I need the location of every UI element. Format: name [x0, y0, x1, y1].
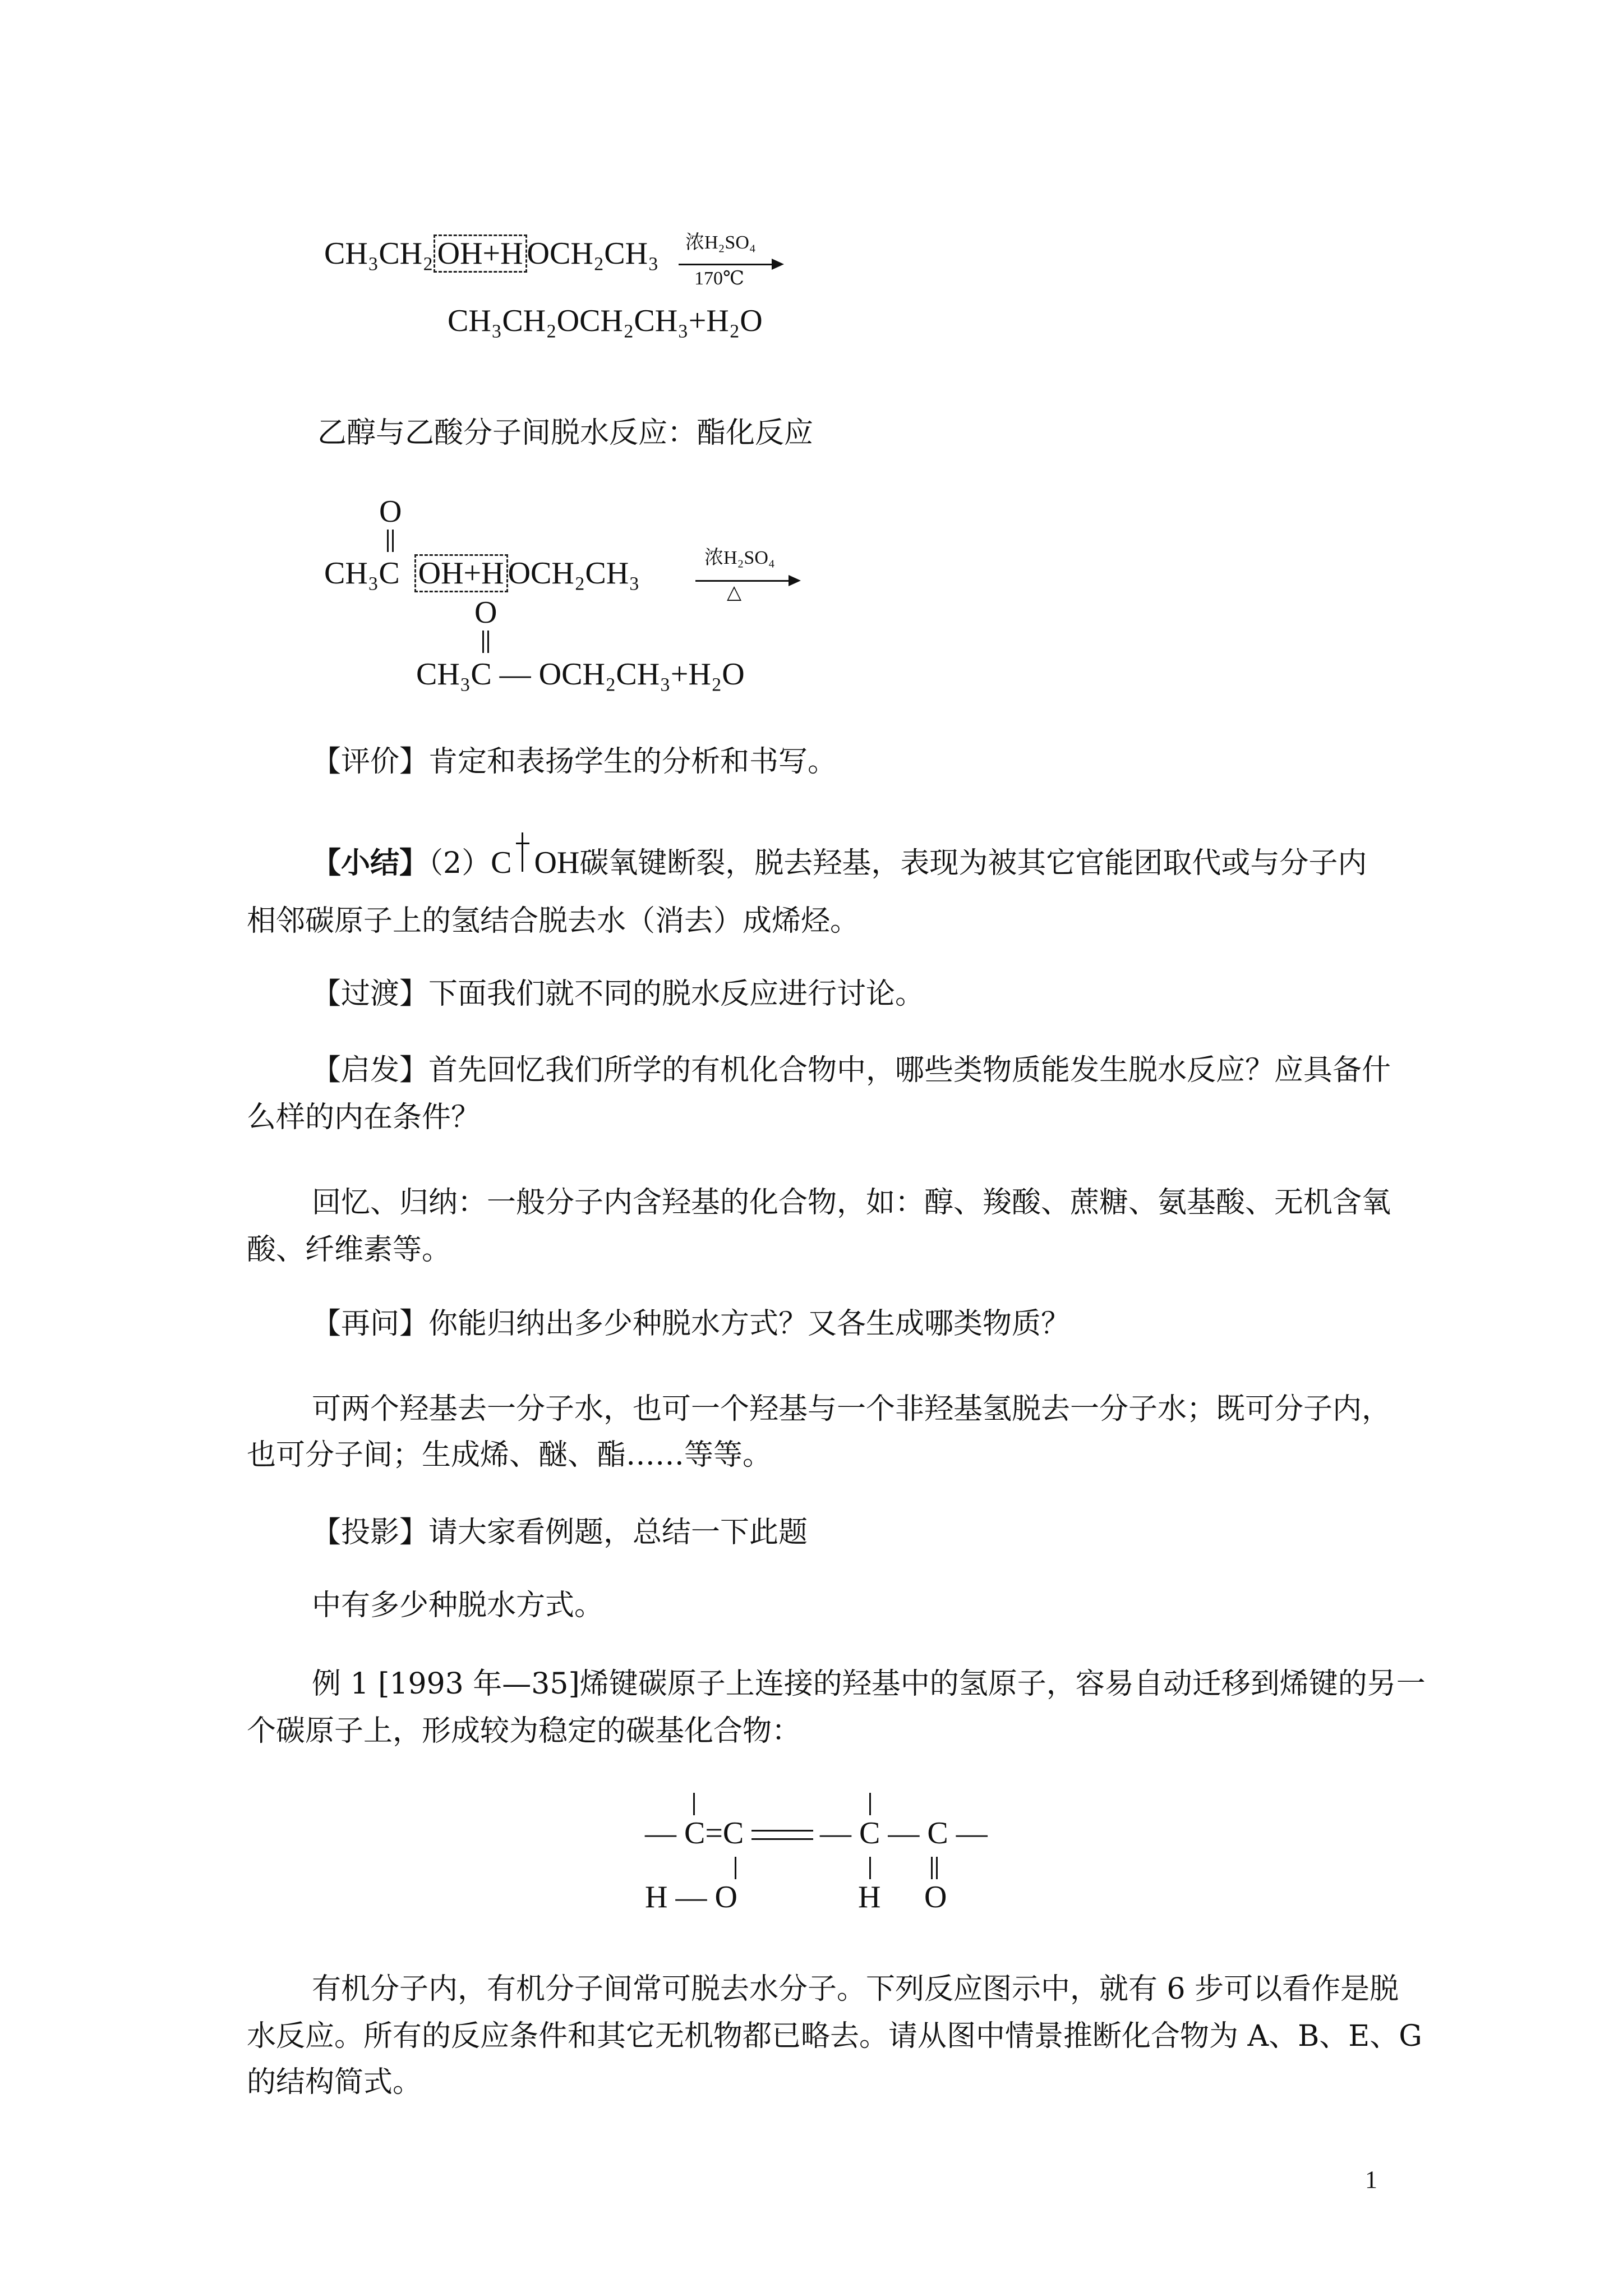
summary-tag: 【小结】 — [312, 846, 429, 880]
rxn1-box: OH+H — [434, 234, 527, 273]
answer-line-2: 也可分子间；生成烯、醚、酯……等等。 — [247, 1438, 772, 1472]
summary-oh: OH — [534, 845, 580, 880]
struct-h-o: H — O — [645, 1880, 737, 1915]
summary-num: （2） — [428, 846, 491, 880]
projection — [312, 1515, 808, 1550]
summary-line1: 碳氧键断裂，脱去羟基，表现为被其它官能团取代或与分子内 — [579, 846, 1367, 880]
struct-bond-top-right — [869, 1793, 871, 1815]
inspire-tag: 【启发】 — [312, 1053, 429, 1087]
transition-tag: 【过渡】 — [312, 977, 429, 1011]
rxn2-arrow — [695, 580, 791, 582]
recall-line-1: 回忆、归纳：一般分子内含羟基的化合物，如：醇、羧酸、蔗糖、氨基酸、无机含氧 — [312, 1186, 1391, 1220]
rxn2-arrow-head — [789, 575, 801, 586]
final-line-2: 水反应。所有的反应条件和其它无机物都已略去。请从图中情景推断化合物为 A、B、E、G — [247, 2019, 1422, 2053]
page-number: 1 — [1365, 2166, 1377, 2193]
struct-bond-co — [931, 1857, 938, 1879]
evaluation-text: 肯定和表扬学生的分析和书写。 — [428, 745, 837, 779]
struct-bond-top-left — [693, 1793, 695, 1815]
struct-o: O — [924, 1880, 947, 1915]
rxn2-prod-right: OCH₂CH₃+H₂O — [538, 657, 745, 692]
rxn2-box: OH+H — [414, 554, 508, 592]
rxn2-prod-bond: — — [499, 657, 531, 692]
inspire-line-2: 么样的内在条件？ — [247, 1101, 481, 1134]
rxn2-prod-left: CH₃C — [416, 657, 492, 692]
summary-c: C — [491, 845, 512, 880]
rxn2-o-top: O — [379, 494, 402, 529]
inspire-line-1 — [312, 1052, 1391, 1088]
paragraph-dehydration-ways: 中有多少种脱水方式。 — [312, 1589, 604, 1622]
transition — [312, 976, 924, 1012]
rxn1-reactants — [324, 236, 659, 272]
rxn1-cond-top: 浓H₂SO₄ — [685, 232, 756, 253]
rxn2-prod-double-bond — [482, 631, 489, 653]
struct-h: H — [858, 1880, 881, 1915]
rxn1-product: CH₃CH₂OCH₂CH₃+H₂O — [448, 303, 763, 338]
struct-left-main: — C=C — [645, 1816, 744, 1851]
summary-line-2: 相邻碳原子上的氢结合脱去水（消去）成烯烃。 — [247, 904, 860, 938]
struct-bond-o — [735, 1857, 736, 1879]
rxn2-reactants — [324, 555, 640, 591]
paragraph-esterification: 乙醇与乙酸分子间脱水反应：酯化反应 — [317, 416, 814, 450]
rxn2-o-prod: O — [474, 595, 497, 630]
rxn1-arrow — [679, 264, 774, 265]
inspire-text-1: 首先回忆我们所学的有机化合物中，哪些类物质能发生脱水反应？应具备什 — [428, 1053, 1391, 1087]
rxn2-right: OCH₂CH₃ — [508, 556, 640, 591]
reask-tag: 【再问】 — [312, 1307, 429, 1341]
struct-bond-h — [869, 1857, 871, 1879]
rxn1-arrow-head — [772, 259, 784, 270]
rxn1-cond-bottom: 170℃ — [694, 268, 745, 289]
summary-line-1 — [312, 845, 1367, 881]
rxn2-cond-top: 浓H₂SO₄ — [704, 547, 775, 568]
recall-line-2: 酸、纤维素等。 — [247, 1233, 451, 1267]
evaluation — [312, 744, 837, 780]
rxn2-product — [416, 656, 745, 692]
final-line-1: 有机分子内，有机分子间常可脱去水分子。下列反应图示中，就有 6 步可以看作是脱 — [312, 1972, 1399, 2006]
answer-line-1: 可两个羟基去一分子水，也可一个羟基与一个非羟基氢脱去一分子水；既可分子内， — [312, 1392, 1391, 1426]
example-line-1: 例 1 [1993 年—35]烯键碳原子上连接的羟基中的氢原子，容易自动迁移到烯键的另一 — [312, 1667, 1426, 1701]
rxn1-right: OCH₂CH₃ — [527, 236, 659, 271]
reask-text: 你能归纳出多少种脱水方式？又各生成哪类物质？ — [428, 1307, 1071, 1341]
projection-text: 请大家看例题，总结一下此题 — [428, 1516, 808, 1549]
example-line-2: 个碳原子上，形成较为稳定的碳基化合物： — [247, 1714, 801, 1748]
rxn2-left: CH₃C — [324, 556, 400, 591]
struct-equilibrium — [751, 1830, 813, 1840]
final-line-3: 的结构简式。 — [247, 2065, 422, 2099]
rxn2-double-bond — [387, 530, 394, 552]
rxn2-cond-bottom: △ — [727, 582, 742, 603]
evaluation-tag: 【评价】 — [312, 745, 429, 779]
projection-tag: 【投影】 — [312, 1516, 429, 1549]
transition-text: 下面我们就不同的脱水反应进行讨论。 — [428, 977, 925, 1011]
reask — [312, 1306, 1070, 1342]
struct-right-main: — C — C — — [820, 1816, 988, 1851]
rxn1-left: CH₃CH₂ — [324, 236, 434, 271]
